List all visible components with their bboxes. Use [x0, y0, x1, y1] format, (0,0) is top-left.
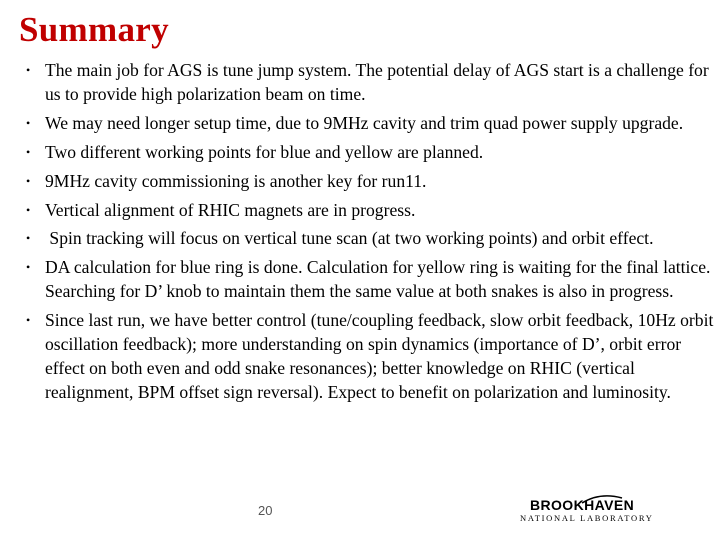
bullet-dot-icon: • [26, 63, 31, 77]
logo-name: BROOKHAVEN [530, 497, 635, 513]
bullet-item [0, 170, 715, 194]
page-number: 20 [258, 503, 273, 518]
bullet-dot-icon: • [26, 144, 31, 159]
bullet-text: Spin tracking will focus on vertical tune scan (at two working points) and orbit effect. [45, 228, 654, 249]
logo-subtitle: NATIONAL LABORATORY [520, 513, 654, 523]
bullet-dot-icon: • [26, 260, 31, 275]
bullet-text: DA calculation for blue ring is done. Calculation for yellow ring is waiting for the final lattice. Searching for D’ knob to maintain them the same value at both snakes is also in progress. [45, 257, 720, 302]
bullet-dot-icon: • [26, 173, 31, 188]
bullet-item [0, 59, 715, 107]
brookhaven-logo [520, 494, 658, 524]
bullet-dot-icon: • [26, 115, 31, 130]
bullet-dot-icon: • [26, 202, 31, 217]
bullet-text: Two different working points for blue and yellow are planned. [45, 141, 484, 162]
bullet-text: 9MHz cavity commissioning is another key for run11. [45, 170, 427, 191]
bullet-item [0, 141, 715, 165]
bullet-item [0, 227, 715, 251]
slide-title: Summary [19, 10, 169, 49]
bullet-text: Vertical alignment of RHIC magnets are in progress. [45, 199, 416, 220]
bullet-item [0, 309, 715, 405]
bullet-text: We may need longer setup time, due to 9MHz cavity and trim quad power supply upgrade. [45, 112, 684, 133]
bullet-text: The main job for AGS is tune jump system. The potential delay of AGS start is a challenge for us to provide high polarization beam on time. [45, 60, 709, 104]
bullet-text: Since last run, we have better control (tune/coupling feedback, slow orbit feedback, 10Hz orbit oscillation feedback); more understanding on spin dynamics (importance of D’, orbit error effect on both even and odd snake resonances); better knowledge on RHIC (vertical realignment, BPM offset sign reversal). Expect to benefit on polarization and luminosity. [45, 310, 714, 402]
bullet-item [0, 256, 720, 304]
bullet-item [0, 112, 715, 136]
bullet-dot-icon: • [26, 231, 31, 246]
bullet-list [0, 59, 720, 410]
bullet-dot-icon: • [26, 313, 31, 328]
bullet-item [0, 199, 715, 223]
